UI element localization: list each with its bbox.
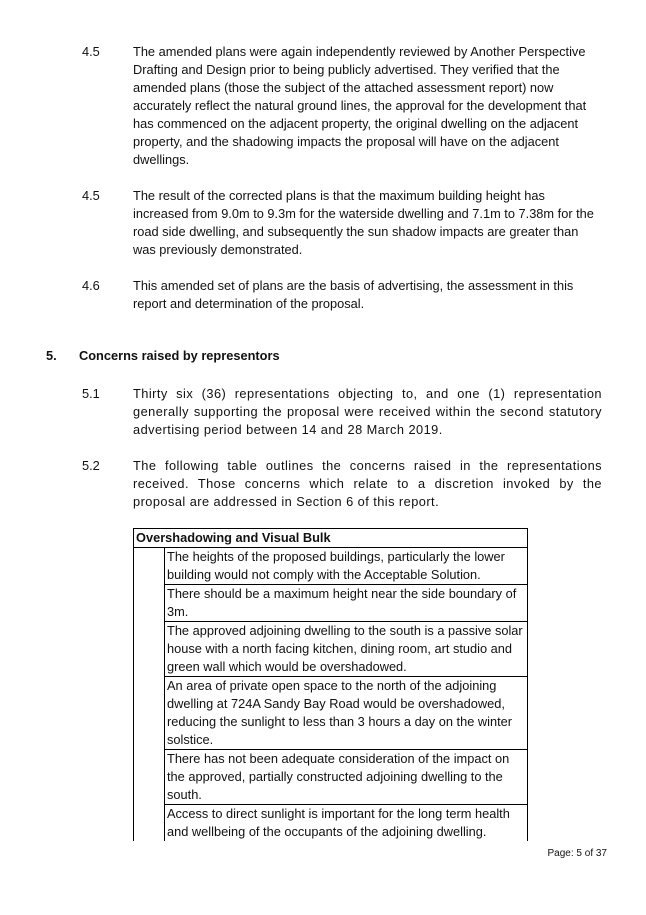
table-cell: The approved adjoining dwelling to the south is a passive solar house with a north facing kitchen, dining room, art studio and green wall which would be overshadowed. (165, 622, 528, 677)
table-heading: Overshadowing and Visual Bulk (134, 529, 528, 548)
table-cell: There should be a maximum height near the side boundary of 3m. (165, 585, 528, 622)
paragraph-number: 4.5 (82, 188, 100, 203)
paragraph-number: 4.5 (82, 44, 100, 59)
table-cell: There has not been adequate consideration of the impact on the approved, partially constructed adjoining dwelling to the south. (165, 750, 528, 805)
table-row (134, 750, 528, 805)
paragraph-number: 5.1 (82, 386, 100, 401)
paragraph-number: 5.2 (82, 458, 100, 473)
paragraph-text: The result of the corrected plans is that the maximum building height has increased from 9.0m to 9.3m for the waterside dwelling and 7.1m to 7.38m for the road side dwelling, and subsequently the sun shadow impacts are greater than was previously demonstrated. (133, 188, 594, 257)
paragraph-text: Thirty six (36) representations objecting to, and one (1) representation generally supporting the proposal were received within the second statutory advertising period between 14 and 28 March 2019. (133, 386, 602, 437)
table-row (134, 805, 528, 842)
table-row (134, 548, 528, 585)
section-title: Concerns raised by representors (79, 348, 280, 363)
concerns-table (133, 528, 528, 841)
paragraph-text: The amended plans were again independently reviewed by Another Perspective Drafting and Design prior to being publicly advertised. They verified that the amended plans (those the subject of the attached assessment report) now accurately reflect the natural ground lines, the approval for the development that has commenced on the adjacent property, the original dwelling on the adjacent property, and the shadowing impacts the proposal will have on the adjacent dwellings. (133, 44, 587, 167)
table-row (134, 622, 528, 677)
table-row (134, 677, 528, 750)
paragraph-number: 4.6 (82, 278, 100, 293)
section-number: 5. (46, 348, 57, 363)
table-cell: Access to direct sunlight is important for the long term health and wellbeing of the occupants of the adjoining dwelling. (165, 805, 528, 842)
page-number: Page: 5 of 37 (547, 848, 607, 859)
paragraph-text: The following table outlines the concerns raised in the representations received. Those concerns which relate to a discretion invoked by the proposal are addressed in Section 6 of this report. (133, 458, 602, 509)
table-row (134, 585, 528, 622)
table-cell: The heights of the proposed buildings, particularly the lower building would not comply with the Acceptable Solution. (165, 548, 528, 585)
paragraph-text: This amended set of plans are the basis of advertising, the assessment in this report and determination of the proposal. (133, 278, 574, 311)
table-cell: An area of private open space to the north of the adjoining dwelling at 724A Sandy Bay Road would be overshadowed, reducing the sunlight to less than 3 hours a day on the winter solstice. (165, 677, 528, 750)
